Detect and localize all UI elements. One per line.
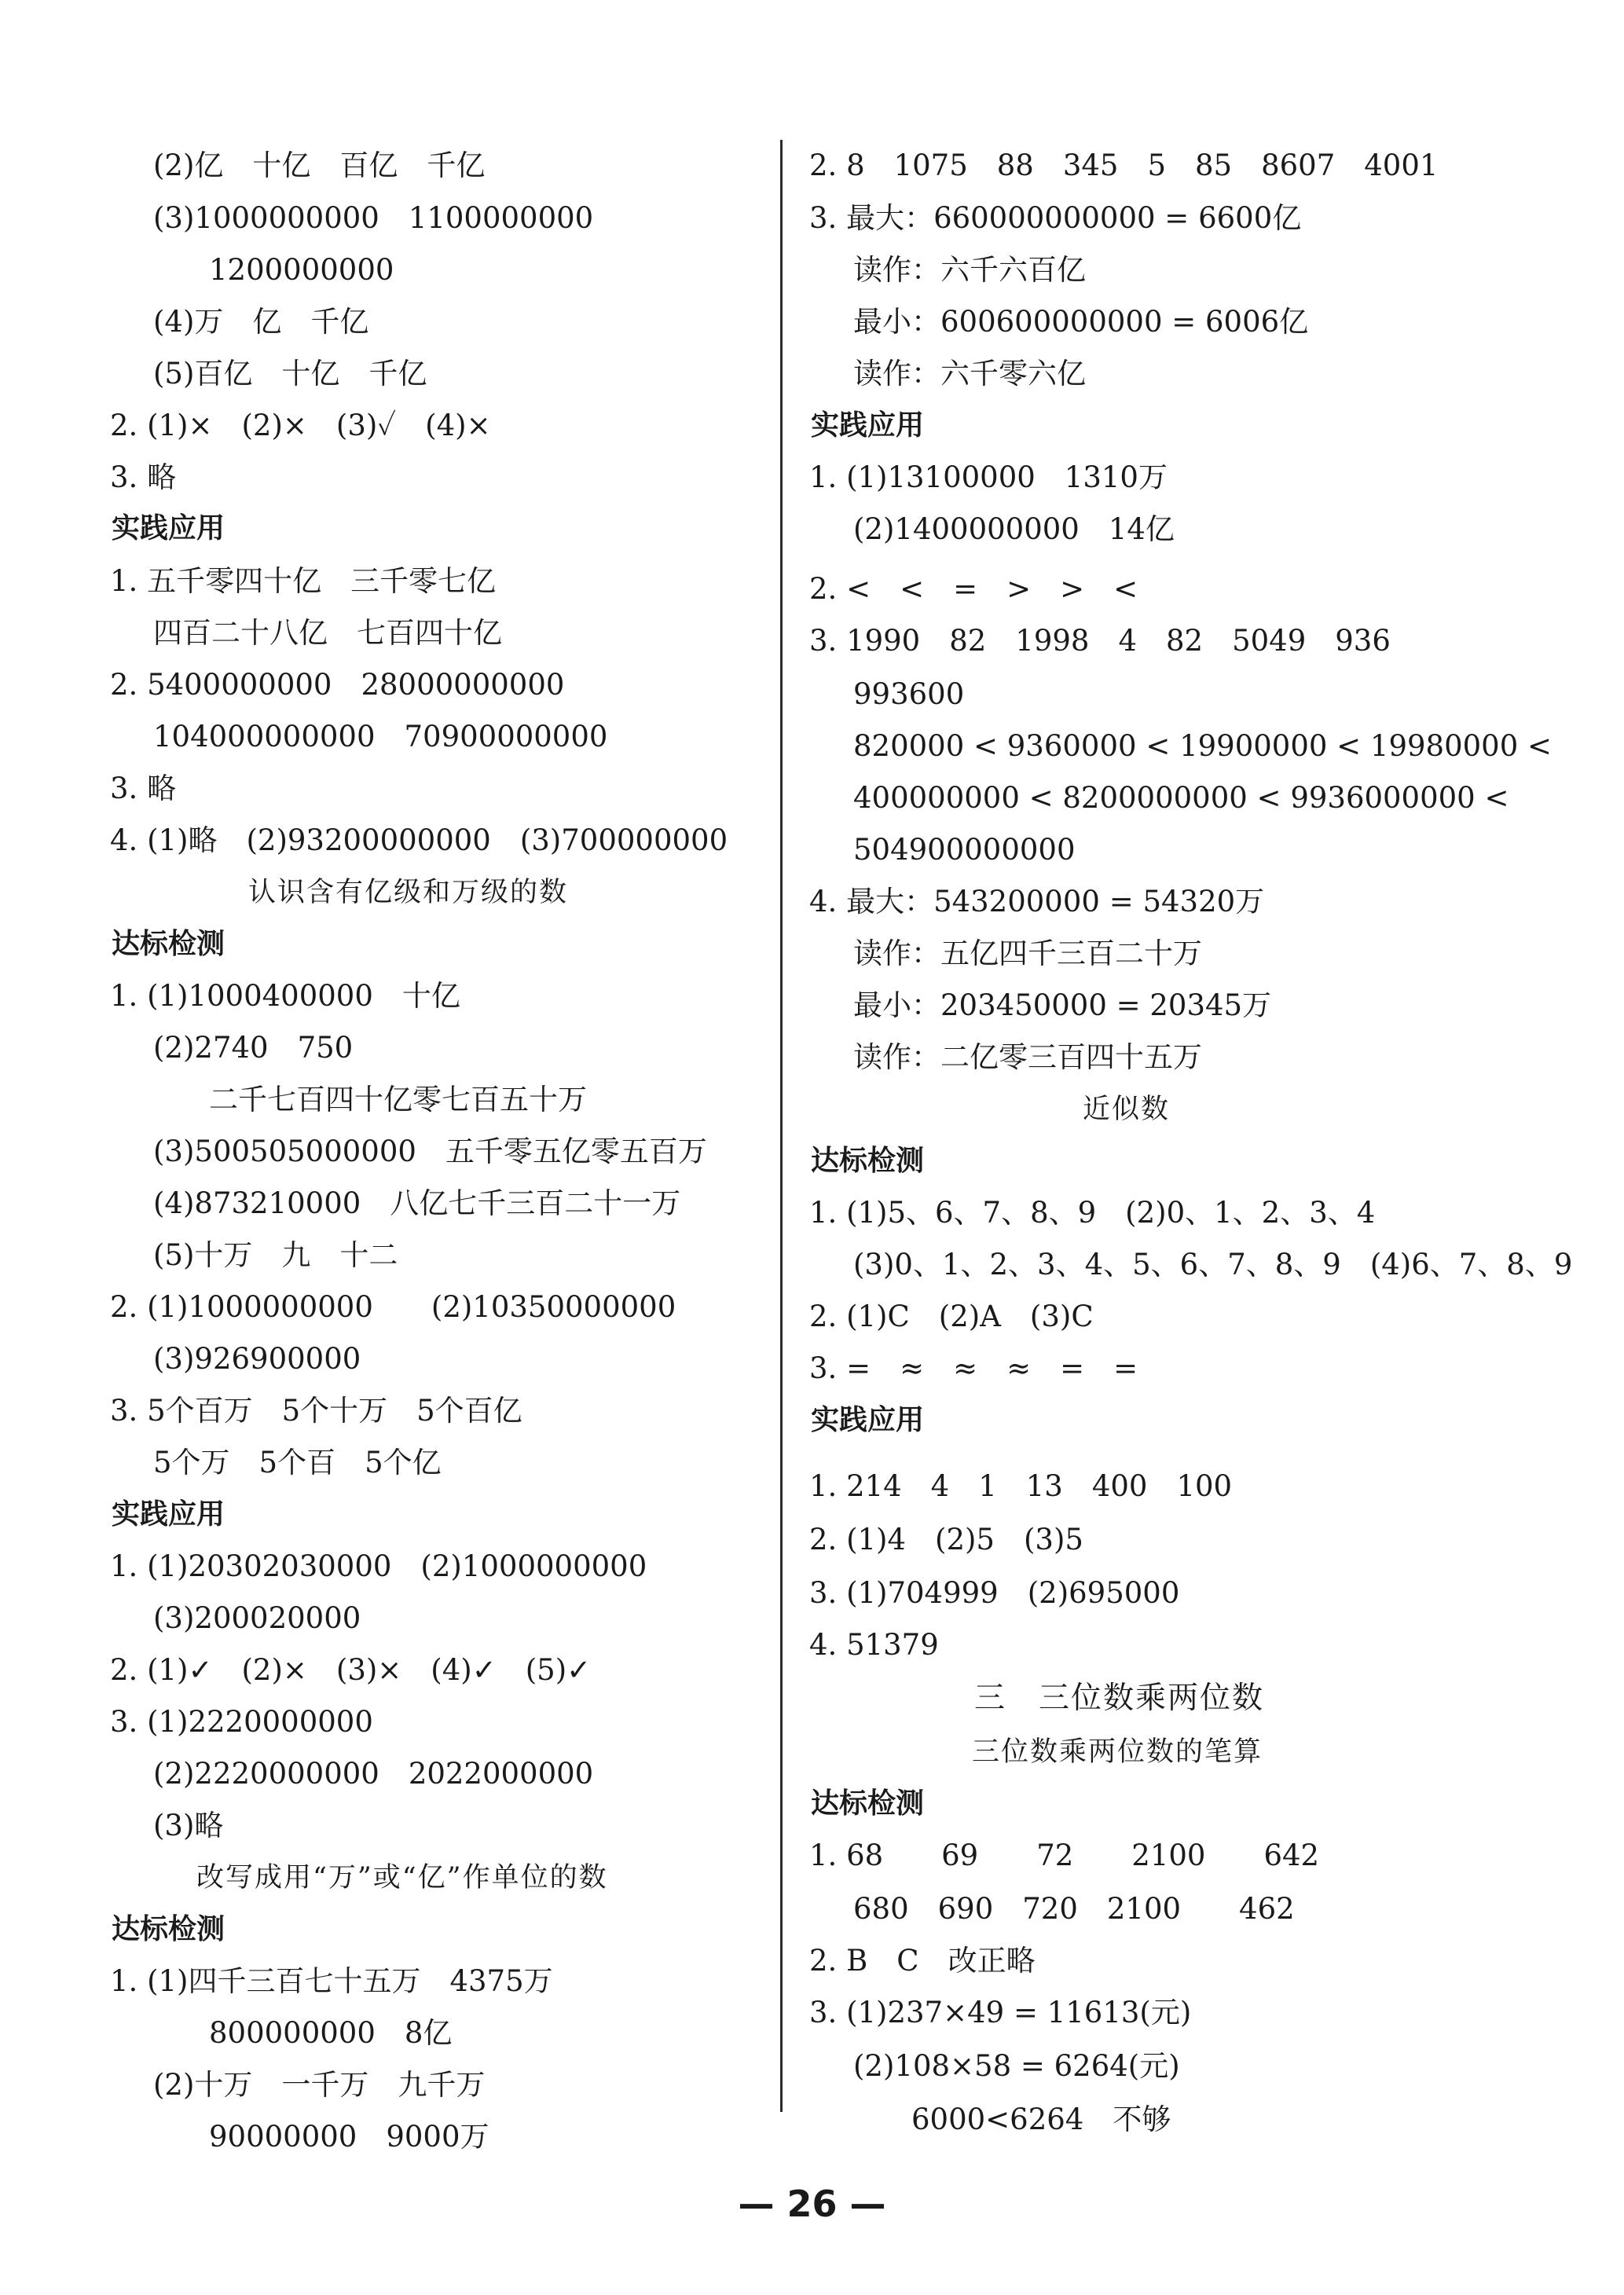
text-line: 3. = ≈ ≈ ≈ = =	[809, 1351, 1138, 1385]
section-heading: 实践应用	[811, 1404, 925, 1436]
text-line: 3. (1)237×49 = 11613(元)	[809, 1996, 1192, 2029]
text-line: 400000000 < 8200000000 < 9936000000 <	[853, 781, 1509, 815]
text-line: (4)万 亿 千亿	[153, 305, 369, 339]
page-number: — 26 —	[738, 2183, 886, 2225]
text-line: 2. < < = > > <	[809, 572, 1138, 606]
text-line: 1. (1)四千三百七十五万 4375万	[110, 1964, 553, 1998]
text-line: 最小：600600000000 = 6006亿	[853, 305, 1309, 339]
text-line: 1. (1)5、6、7、8、9 (2)0、1、2、3、4	[809, 1196, 1376, 1230]
text-line: 1. 214 4 1 13 400 100	[809, 1469, 1233, 1503]
text-line: 1. (1)1000400000 十亿	[110, 979, 460, 1013]
text-line: 4. 51379	[809, 1628, 939, 1662]
text-line: 2. 8 1075 88 345 5 85 8607 4001	[809, 148, 1439, 182]
text-line: 读作：六千六百亿	[853, 253, 1086, 287]
text-line: (3)500505000000 五千零五亿零五百万	[153, 1135, 707, 1168]
text-line: (5)十万 九 十二	[153, 1238, 398, 1272]
chapter-title: 三 三位数乘两位数	[974, 1681, 1265, 1716]
text-line: (2)2220000000 2022000000	[153, 1757, 594, 1791]
text-line: 2. 5400000000 28000000000	[110, 668, 565, 702]
text-line: (3)0、1、2、3、4、5、6、7、8、9 (4)6、7、8、9	[853, 1248, 1573, 1281]
text-line: 1. 五千零四十亿 三千零七亿	[110, 564, 497, 598]
text-line: 2. (1)× (2)× (3)✓ (4)×	[110, 409, 491, 442]
text-line: (2)亿 十亿 百亿 千亿	[153, 148, 486, 182]
text-line: 二千七百四十亿零七百五十万	[209, 1083, 587, 1116]
text-line: 3. 1990 82 1998 4 82 5049 936	[809, 624, 1391, 658]
section-heading: 达标检测	[811, 1787, 925, 1820]
text-line: 2. (1)4 (2)5 (3)5	[809, 1523, 1083, 1556]
text-line: 3. 略	[110, 772, 177, 805]
text-line: 读作：二亿零三百四十五万	[853, 1040, 1202, 1074]
text-line: 3. (1)704999 (2)695000	[809, 1576, 1180, 1610]
text-line: 2. (1)✓ (2)× (3)× (4)✓ (5)✓	[110, 1653, 592, 1687]
section-heading: 达标检测	[811, 1145, 925, 1177]
topic-subtitle: 三位数乘两位数的笔算	[972, 1736, 1263, 1768]
text-line: 5个万 5个百 5个亿	[153, 1446, 442, 1479]
section-heading: 达标检测	[112, 928, 225, 960]
section-heading: 实践应用	[112, 1498, 225, 1531]
text-line: (3)略	[153, 1809, 224, 1842]
text-line: 最小：203450000 = 20345万	[853, 988, 1272, 1022]
text-line: 104000000000 70900000000	[153, 720, 608, 753]
text-line: 2. B C 改正略	[809, 1944, 1036, 1978]
text-line: 6000<6264 不够	[911, 2103, 1171, 2136]
text-line: 1. 68 69 72 2100 642	[809, 1839, 1320, 1872]
text-line: 2. (1)C (2)A (3)C	[809, 1300, 1094, 1333]
text-line: (2)2740 750	[153, 1031, 354, 1065]
section-heading: 实践应用	[811, 409, 925, 442]
text-line: (2)1400000000 14亿	[853, 512, 1175, 546]
text-line: (3)1000000000 1100000000	[153, 201, 594, 235]
text-line: (5)百亿 十亿 千亿	[153, 357, 427, 390]
text-line: 3. 最大：660000000000 = 6600亿	[809, 201, 1302, 235]
text-line: 1. (1)20302030000 (2)1000000000	[110, 1549, 647, 1583]
text-line: 90000000 9000万	[209, 2120, 489, 2154]
text-line: 3. 5个百万 5个十万 5个百亿	[110, 1394, 522, 1428]
text-line: 3. 略	[110, 460, 177, 494]
text-line: 2. (1)1000000000 (2)10350000000	[110, 1290, 676, 1324]
text-line: 1. (1)13100000 1310万	[809, 460, 1168, 494]
text-line: 读作：六千零六亿	[853, 357, 1086, 390]
topic-subtitle: 认识含有亿级和万级的数	[248, 877, 569, 908]
column-divider	[780, 140, 783, 2112]
text-line: 1200000000	[209, 253, 394, 287]
topic-subtitle: 改写成用“万”或“亿”作单位的数	[196, 1862, 608, 1894]
text-line: (2)十万 一千万 九千万	[153, 2068, 486, 2102]
text-line: 4. 最大：543200000 = 54320万	[809, 885, 1265, 918]
text-line: 820000 < 9360000 < 19900000 < 19980000 <	[853, 729, 1553, 763]
text-line: (3)200020000	[153, 1601, 361, 1635]
text-line: 3. (1)2220000000	[110, 1705, 373, 1739]
text-line: 800000000 8亿	[209, 2016, 453, 2050]
text-line: (4)873210000 八亿七千三百二十一万	[153, 1186, 681, 1220]
text-line: 四百二十八亿 七百四十亿	[153, 616, 502, 650]
section-heading: 实践应用	[112, 512, 225, 544]
section-heading: 达标检测	[112, 1913, 225, 1945]
text-line: 680 690 720 2100 462	[853, 1892, 1295, 1926]
text-line: 4. (1)略 (2)93200000000 (3)700000000	[110, 823, 728, 857]
text-line: (3)926900000	[153, 1342, 361, 1376]
topic-subtitle: 近似数	[1083, 1094, 1171, 1125]
text-line: 读作：五亿四千三百二十万	[853, 937, 1202, 970]
text-line: 504900000000	[853, 833, 1076, 867]
text-line: (2)108×58 = 6264(元)	[853, 2049, 1180, 2083]
text-line: 993600	[853, 677, 965, 711]
